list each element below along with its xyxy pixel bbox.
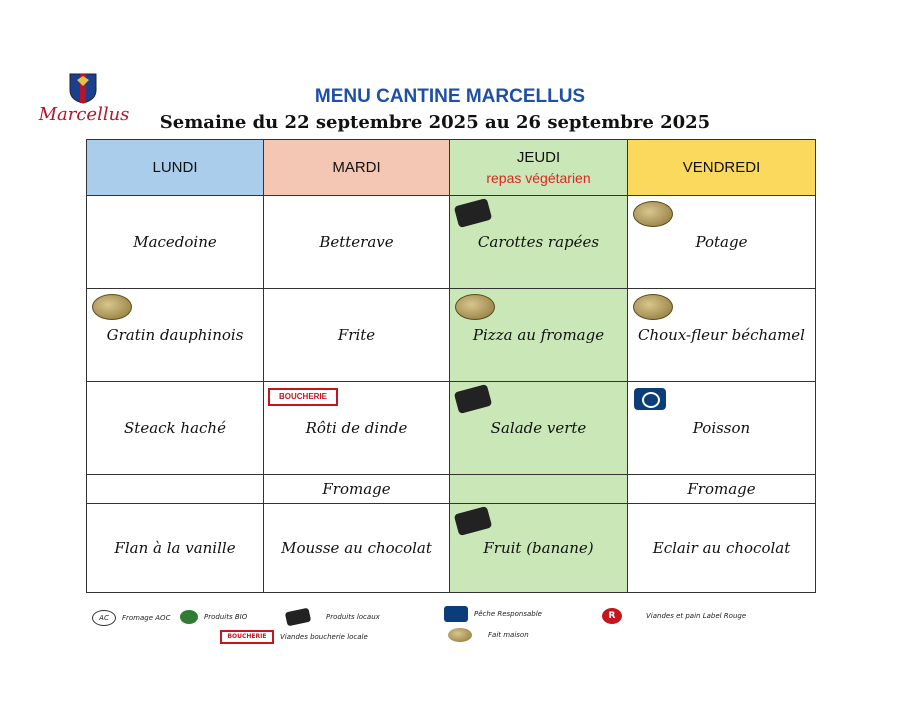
- homemade-icon: [448, 628, 472, 642]
- cell-lundi-entree: Macedoine: [87, 196, 264, 289]
- cell-text: Potage: [695, 233, 748, 251]
- local-products-icon: [454, 198, 493, 228]
- legend-item-local: [286, 610, 380, 624]
- cell-vendredi-dessert: Eclair au chocolat: [628, 504, 816, 593]
- cell-jeudi-dessert: [450, 504, 628, 593]
- cell-jeudi-entree: [450, 196, 628, 289]
- legend-item-peche: [444, 606, 542, 622]
- page-title: MENU CANTINE MARCELLUS: [314, 86, 586, 107]
- cell-mardi-plat: Frite: [264, 289, 450, 382]
- cell-vendredi-plat: [628, 289, 816, 382]
- cell-mardi-dessert: Mousse au chocolat: [264, 504, 450, 593]
- cell-text: Rôti de dinde: [305, 419, 408, 437]
- cell-text: Choux-fleur béchamel: [638, 326, 805, 344]
- cell-lundi-fromage: [87, 475, 264, 504]
- legend-item-bio: [180, 610, 247, 624]
- header-mardi: MARDI: [264, 140, 450, 196]
- week-subtitle: Semaine du 22 septembre 2025 au 26 septembre 2025: [159, 112, 711, 133]
- local-butcher-icon: BOUCHERIE: [220, 630, 274, 644]
- table-row: [87, 504, 816, 593]
- cell-lundi-dessert: Flan à la vanille: [87, 504, 264, 593]
- vegetarian-note: repas végétarien: [486, 170, 591, 186]
- cell-vendredi-fromage: Fromage: [628, 475, 816, 504]
- legend-item-rouge: [602, 608, 746, 624]
- cell-vendredi-proteine: [628, 382, 816, 475]
- legend-label: Fait maison: [488, 631, 529, 639]
- homemade-icon: [633, 294, 673, 320]
- cell-text: Salade verte: [490, 419, 587, 437]
- cell-lundi-proteine: Steack haché: [87, 382, 264, 475]
- responsible-fishing-icon: [444, 606, 468, 622]
- cell-mardi-entree: Betterave: [264, 196, 450, 289]
- local-products-icon: [285, 608, 311, 627]
- legend-label: Produits BIO: [204, 613, 248, 621]
- header-row: [87, 140, 816, 196]
- table-row: [87, 475, 816, 504]
- cell-vendredi-entree: [628, 196, 816, 289]
- homemade-icon: [455, 294, 495, 320]
- cell-text: Pizza au fromage: [472, 326, 605, 344]
- header-lundi: LUNDI: [87, 140, 264, 196]
- local-products-icon: [454, 506, 493, 536]
- cell-jeudi-plat: [450, 289, 628, 382]
- cell-text: Poisson: [692, 419, 751, 437]
- aoc-icon: AC: [92, 610, 116, 626]
- legend-item-fait-maison: [448, 628, 529, 642]
- cell-mardi-fromage: Fromage: [264, 475, 450, 504]
- legend-label: Fromage AOC: [122, 614, 171, 622]
- cell-text: Gratin dauphinois: [106, 326, 244, 344]
- table-row: [87, 382, 816, 475]
- table-row: [87, 196, 816, 289]
- cell-text: Carottes rapées: [477, 233, 600, 251]
- homemade-icon: [92, 294, 132, 320]
- header-vendredi: VENDREDI: [628, 140, 816, 196]
- local-butcher-icon: BOUCHERIE: [268, 388, 338, 406]
- table-row: [87, 289, 816, 382]
- bio-icon: [180, 610, 198, 624]
- legend-item-aoc: [92, 610, 170, 626]
- cell-text: Fruit (banane): [483, 539, 594, 557]
- legend: [0, 604, 900, 644]
- legend-label: Pêche Responsable: [474, 610, 542, 618]
- cell-mardi-proteine: [264, 382, 450, 475]
- cell-lundi-plat: [87, 289, 264, 382]
- menu-table: [86, 139, 816, 593]
- header-jeudi-label: JEUDI: [516, 149, 561, 166]
- label-rouge-icon: R: [602, 608, 622, 624]
- homemade-icon: [633, 201, 673, 227]
- local-products-icon: [454, 384, 493, 414]
- header-jeudi: [450, 140, 628, 196]
- legend-label: Produits locaux: [326, 613, 380, 621]
- cell-jeudi-proteine: [450, 382, 628, 475]
- legend-label: Viandes et pain Label Rouge: [646, 612, 747, 620]
- logo-text: Marcellus: [38, 104, 130, 125]
- legend-item-boucherie: [220, 630, 368, 644]
- legend-label: Viandes boucherie locale: [280, 633, 368, 641]
- responsible-fishing-icon: [634, 388, 666, 410]
- cell-jeudi-fromage: [450, 475, 628, 504]
